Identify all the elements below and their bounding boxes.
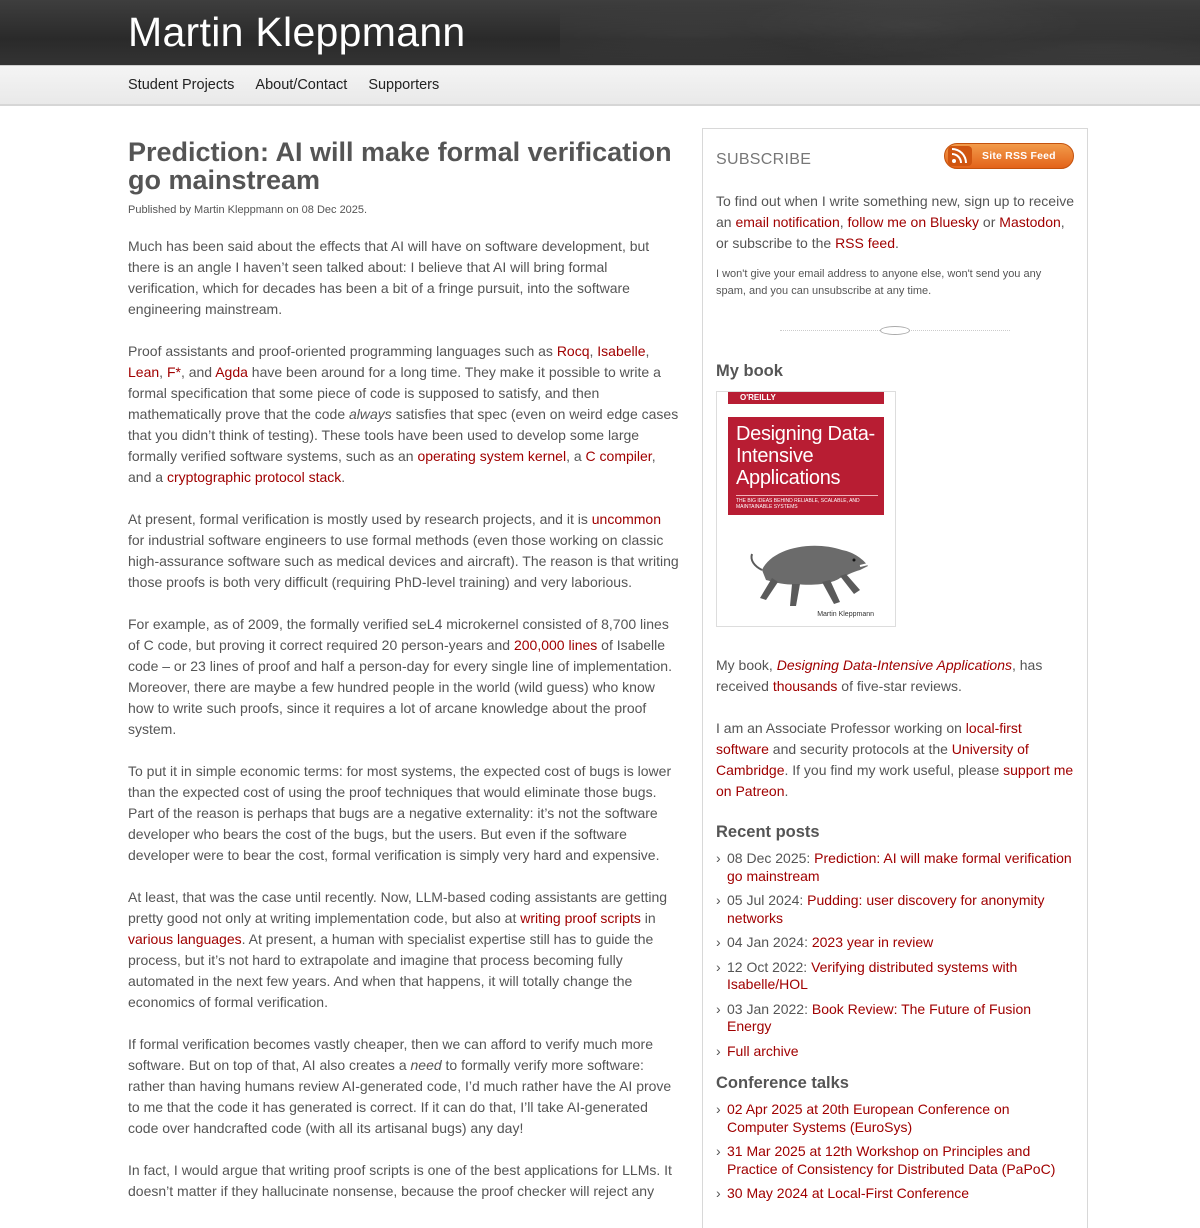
boar-illustration-icon [742, 520, 872, 610]
talk-link[interactable]: 30 May 2024 at Local-First Conference [727, 1185, 970, 1201]
paragraph-2: Proof assistants and proof-oriented programming languages such as Rocq, Isabelle, Lean, F*, and Agda have been around for a long time. They make it possible to write a formal specification that some piece of code is supposed to satisfy, and then mathematically prove that the code always satisfies that spec (even on weird edge cases that you didn’t think of testing). These tools have been used to develop some large formally verified software systems, such as an operating system kernel, a C compiler, and a cryptographic protocol stack. [128, 343, 679, 485]
link-rocq[interactable]: Rocq [556, 343, 590, 359]
article [128, 138, 680, 1223]
conference-talks-heading: Conference talks [716, 1074, 849, 1092]
publisher-logo: O'REILLY [728, 392, 884, 404]
link-thousands[interactable]: thousands [772, 678, 838, 694]
bio-text: I am an Associate Professor working on local-first software and security protocols at the University of Cambridge. If you find my work useful, please support me on Patreon. [716, 720, 1074, 799]
book-heading: My book [716, 362, 783, 380]
list-item: › 03 Jan 2022: Book Review: The Future of Fusion Energy [716, 1001, 1074, 1036]
recent-post-link[interactable]: Book Review: The Future of Fusion Energy [727, 1000, 1032, 1034]
conference-talks-list [716, 1101, 1074, 1203]
link-writing-proof-scripts[interactable]: writing proof scripts [520, 910, 641, 926]
link-mastodon[interactable]: Mastodon [999, 214, 1061, 230]
link-c-compiler[interactable]: C compiler [585, 448, 652, 464]
link-agda[interactable]: Agda [215, 364, 248, 380]
post-title: Prediction: AI will make formal verification go mainstream [128, 137, 672, 195]
subscribe-title: SUBSCRIBE [716, 151, 812, 168]
cover-title: Designing Data-Intensive Applications [736, 423, 875, 489]
site-title[interactable]: Martin Kleppmann [128, 9, 466, 55]
talk-link[interactable]: 02 Apr 2025 at 20th European Conference on Computer Systems (EuroSys) [727, 1101, 1010, 1135]
link-os-kernel[interactable]: operating system kernel [417, 448, 567, 464]
paragraph-7: If formal verification becomes vastly cheaper, then we can afford to verify much more software. But on top of that, AI also creates a need to formally verify more software: rather than having humans review AI-generated code, I’d much rather have the AI prove to me that the code it has generated is correct. If it can do that, I’ll take AI-generated code over handcrafted code (with all its artisanal bugs) any day! [128, 1036, 672, 1136]
ornament-divider [780, 326, 1010, 336]
full-archive-link[interactable]: Full archive [727, 1042, 799, 1059]
link-university-of-cambridge[interactable]: University of Cambridge [716, 741, 1029, 778]
book-cover-image [728, 392, 884, 626]
header-ornament [560, 0, 1200, 65]
privacy-note: I won't give your email address to anyone else, won't send you any spam, and you can unsubscribe at any time. [716, 268, 1042, 297]
site-header [0, 0, 1200, 65]
book-cover-link[interactable] [716, 391, 896, 627]
nav-about-contact[interactable]: About/Contact [255, 77, 348, 93]
list-item: › 04 Jan 2024: 2023 year in review [716, 934, 1074, 952]
subscribe-text: To find out when I write something new, sign up to receive an email notification, follow me on Bluesky or Mastodon, or subscribe to the RSS feed. [716, 193, 1074, 251]
link-uncommon[interactable]: uncommon [591, 511, 662, 527]
paragraph-5: To put it in simple economic terms: for most systems, the expected cost of bugs is lower than the expected cost of using the proof techniques that would eliminate those bugs. Part of the reason is perhaps that bugs are a negative externality: it’s not the software developer who bears the cost of the bugs, but the users. But even if the software developer were to bear the cost, formal verification is simply very hard and expensive. [128, 763, 672, 863]
subscribe-header [716, 143, 1074, 169]
link-crypto-stack[interactable]: cryptographic protocol stack [166, 469, 342, 485]
nav-student-projects[interactable]: Student Projects [128, 77, 235, 93]
link-local-first-software[interactable]: local-first software [716, 720, 1022, 757]
link-book-title[interactable]: Designing Data-Intensive Applications [776, 657, 1012, 673]
cover-title-panel [728, 417, 884, 515]
link-patreon[interactable]: support me on Patreon [716, 762, 1074, 799]
recent-post-link[interactable]: 2023 year in review [811, 934, 934, 950]
recent-posts-list [716, 850, 1074, 1060]
list-item: › 12 Oct 2022: Verifying distributed systems with Isabelle/HOL [716, 959, 1074, 994]
list-item: › 08 Dec 2025: Prediction: AI will make formal verification go mainstream [716, 850, 1074, 885]
recent-post-link[interactable]: Verifying distributed systems with Isabelle/HOL [727, 958, 1018, 992]
list-item [716, 1143, 1074, 1178]
book-text: My book, Designing Data-Intensive Applications, has received thousands of five-star reviews. [716, 657, 1043, 694]
link-lean[interactable]: Lean [128, 364, 160, 380]
recent-post-link[interactable]: Pudding: user discovery for anonymity networks [727, 892, 1045, 926]
paragraph-8: In fact, I would argue that writing proof scripts is one of the best applications for LLMs. It doesn’t matter if they hallucinate nonsense, because the proof checker will reject any [128, 1162, 672, 1199]
link-rss-feed[interactable]: RSS feed [835, 235, 895, 251]
site-rss-feed-button[interactable] [944, 143, 1074, 169]
link-isabelle[interactable]: Isabelle [597, 343, 646, 359]
post-byline: Published by Martin Kleppmann on 08 Dec 2025. [128, 204, 368, 216]
cover-author: Martin Kleppmann [817, 611, 874, 618]
link-email-notification[interactable]: email notification [735, 214, 840, 230]
sidebar-box [702, 128, 1088, 1228]
link-200000-lines[interactable]: 200,000 lines [513, 637, 598, 653]
recent-post-link[interactable]: Prediction: AI will make formal verification go mainstream [727, 850, 1072, 884]
rss-icon [948, 146, 972, 166]
paragraph-4: For example, as of 2009, the formally verified seL4 microkernel consisted of 8,700 lines of C code, but proving it correct required 20 person-years and 200,000 lines of Isabelle code – or 23 lines of proof and half a person-day for every single line of implementation. Moreover, there are maybe a few hundred people in the world (wild guess) who know how to write such proofs, since it requires a lot of arcane knowledge about the proof system. [128, 616, 672, 737]
paragraph-1: Much has been said about the effects that AI will have on software development, but there is an angle I haven’t seen talked about: I believe that AI will bring formal verification, which for decades has been a bit of a fringe pursuit, into the software engineering mainstream. [128, 238, 650, 317]
talk-link[interactable]: 31 Mar 2025 at 12th Workshop on Principles and Practice of Consistency for Distributed Data (PaPoC) [727, 1143, 1056, 1177]
sidebar [702, 128, 1088, 1228]
main-nav [0, 65, 1200, 106]
cover-subtitle: THE BIG IDEAS BEHIND RELIABLE, SCALABLE, AND MAINTAINABLE SYSTEMS [736, 498, 860, 510]
paragraph-6: At least, that was the case until recently. Now, LLM-based coding assistants are getting pretty good not only at writing implementation code, but also at writing proof scripts in various languages. At present, a human with specialist expertise still has to guide the process, but it’s not hard to extrapolate and imagine that process becoming fully automated in the next few years. And when that happens, it will totally change the economics of formal verification. [128, 889, 668, 1010]
list-item [716, 1043, 1074, 1061]
recent-posts-heading: Recent posts [716, 823, 820, 841]
link-bluesky[interactable]: follow me on Bluesky [847, 214, 980, 230]
rss-button-label: Site RSS Feed [982, 150, 1056, 162]
list-item: › 05 Jul 2024: Pudding: user discovery for anonymity networks [716, 892, 1074, 927]
list-item [716, 1101, 1074, 1136]
nav-supporters[interactable]: Supporters [368, 77, 440, 93]
link-various-languages[interactable]: various languages [128, 931, 242, 947]
link-fstar[interactable]: F* [166, 364, 181, 380]
paragraph-3: At present, formal verification is mostly used by research projects, and it is uncommon for industrial software engineers to use formal methods (even those working on classic high-assurance software such as medical devices and aircraft). The reason is that writing those proofs is both very difficult (requiring PhD-level training) and very laborious. [128, 511, 679, 590]
